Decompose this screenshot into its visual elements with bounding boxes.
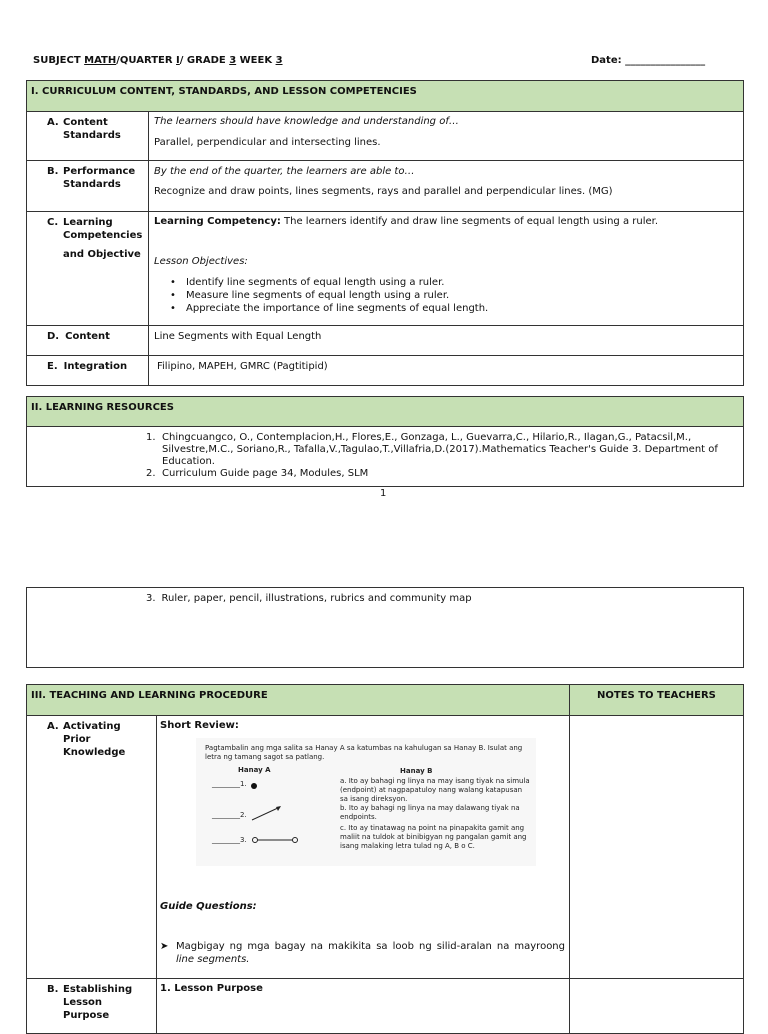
point-icon bbox=[251, 783, 257, 789]
content-standards-label: A. Content Standards bbox=[47, 117, 121, 141]
arrow-bullet-icon: ➤ bbox=[160, 941, 169, 952]
lesson-objectives-list bbox=[154, 276, 488, 315]
guide-questions-title: Guide Questions: bbox=[160, 901, 257, 912]
grade-value: 3 bbox=[229, 55, 237, 66]
date-field: Date: ________________ bbox=[591, 55, 706, 66]
resource-item: 1. Chingcuangco, O., Contemplacion,H., Flores,E., Gonzaga, L., Guevarra,C., Hilario,R., Ilagan,G., Patacsil,M., Silvestre,M.C., Soriano,R., Tafalla,V.,Tagulao,T.,Villafria,D.(2017).Mathematics Teacher's Guide 3. Department of Education. bbox=[146, 432, 718, 467]
quarter-label: /QUARTER bbox=[116, 55, 177, 66]
objective-item: • Appreciate the importance of line segments of equal length. bbox=[154, 302, 488, 315]
learning-competency-text: Learning Competency: The learners identify and draw line segments of equal length using a ruler. bbox=[154, 216, 658, 227]
objective-item: • Identify line segments of equal length using a ruler. bbox=[154, 276, 488, 289]
content-standards-intro: The learners should have knowledge and understanding of… bbox=[154, 116, 459, 127]
hanay-a-item: ________2. bbox=[212, 811, 247, 819]
hanay-b-item: b. Ito ay bahagi ng linya na may dalawang tiyak na endpoints. bbox=[340, 804, 520, 821]
line-segment-icon bbox=[251, 835, 299, 845]
resources-list bbox=[146, 432, 736, 480]
activating-prior-knowledge-label: A. Activating Prior Knowledge bbox=[47, 721, 126, 758]
resource-item: 2. Curriculum Guide page 34, Modules, SLM bbox=[146, 468, 369, 479]
week-label: WEEK bbox=[236, 55, 276, 66]
short-review-title: Short Review: bbox=[160, 720, 239, 731]
learning-competencies-label: C. Learning Competencies and Objective bbox=[47, 217, 143, 260]
notes-to-teachers-header: NOTES TO TEACHERS bbox=[597, 690, 716, 701]
integration-text: Filipino, MAPEH, GMRC (Pagtitipid) bbox=[157, 361, 328, 372]
content-text: Line Segments with Equal Length bbox=[154, 331, 322, 342]
hanay-a-item: ________3. bbox=[212, 836, 247, 844]
grade-label: / GRADE bbox=[179, 55, 230, 66]
quarter-value: I bbox=[176, 55, 180, 66]
page-number: 1 bbox=[380, 488, 387, 499]
ray-icon bbox=[250, 804, 284, 822]
subject-value: MATH bbox=[84, 55, 117, 66]
guide-question-item: ➤ Magbigay ng mga bagay na makikita sa loob ng silid-aralan na mayroong line segments. bbox=[160, 941, 565, 965]
section1-title: I. CURRICULUM CONTENT, STANDARDS, AND LESSON COMPETENCIES bbox=[31, 86, 417, 97]
exercise-instructions: Pagtambalin ang mga salita sa Hanay A sa katumbas na kahulugan sa Hanay B. Isulat ang letra ng tamang sagot sa patlang. bbox=[205, 744, 523, 761]
section2-title: II. LEARNING RESOURCES bbox=[31, 402, 174, 413]
performance-standards-text: Recognize and draw points, lines segments, rays and parallel and perpendicular lines. (MG) bbox=[154, 186, 613, 197]
resource-item-3: 3. Ruler, paper, pencil, illustrations, rubrics and community map bbox=[146, 593, 472, 604]
hanay-b-item: c. Ito ay tinatawag na point na pinapakita gamit ang maliit na tuldok at binibigyan ng pangalan gamit ang isang malaking letra tulad ng A, B o C. bbox=[340, 824, 527, 850]
hanay-a-header: Hanay A bbox=[238, 766, 271, 774]
week-value: 3 bbox=[275, 55, 283, 66]
subject-label: SUBJECT bbox=[33, 55, 85, 66]
matching-exercise-image bbox=[196, 738, 536, 866]
hanay-a-item: ________1. bbox=[212, 780, 247, 788]
objective-item: • Measure line segments of equal length using a ruler. bbox=[154, 289, 488, 302]
content-label: D. Content bbox=[47, 331, 110, 342]
performance-standards-intro: By the end of the quarter, the learners are able to… bbox=[154, 166, 415, 177]
lesson-purpose-item: 1. Lesson Purpose bbox=[160, 983, 263, 994]
content-standards-text: Parallel, perpendicular and intersecting lines. bbox=[154, 137, 381, 148]
header-subject-line bbox=[33, 55, 283, 66]
hanay-b-header: Hanay B bbox=[400, 767, 433, 775]
performance-standards-label: B. Performance Standards bbox=[47, 166, 136, 190]
integration-label: E. Integration bbox=[47, 361, 128, 372]
hanay-b-item: a. Ito ay bahagi ng linya na may isang tiyak na simula (endpoint) at nagpapatuloy nang walang katapusan sa isang direksyon. bbox=[340, 777, 530, 803]
lesson-objectives-title: Lesson Objectives: bbox=[154, 256, 248, 267]
establishing-lesson-purpose-label: B. Establishing Lesson Purpose bbox=[47, 984, 133, 1021]
section3-title: III. TEACHING AND LEARNING PROCEDURE bbox=[31, 690, 268, 701]
